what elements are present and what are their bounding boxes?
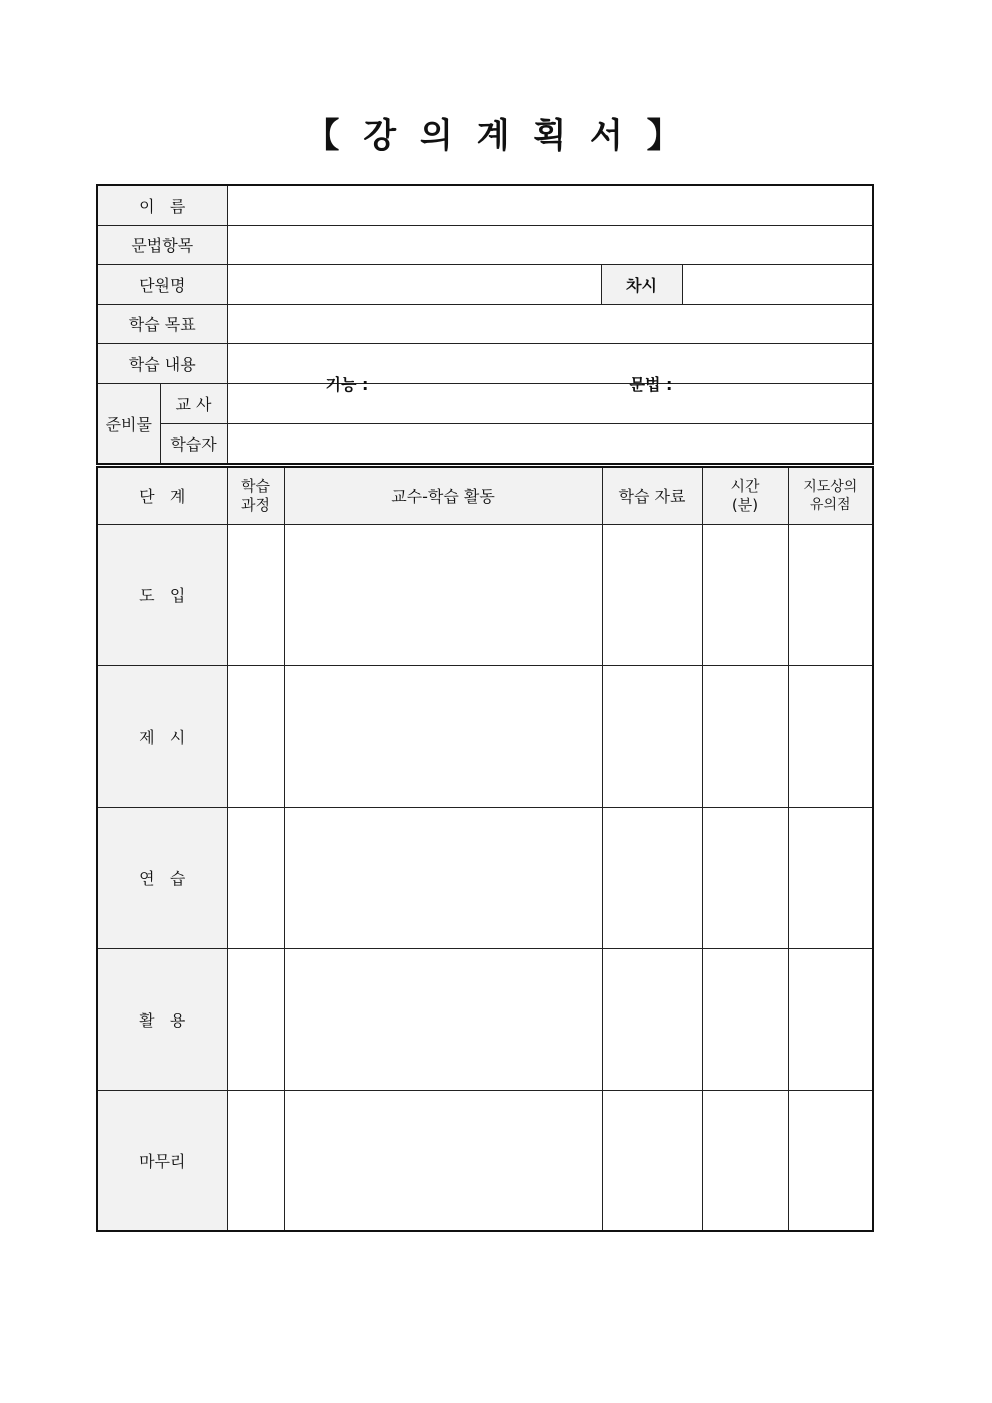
time-cell[interactable] <box>702 665 788 807</box>
materials-cell[interactable] <box>602 807 702 948</box>
session-field[interactable] <box>682 264 873 304</box>
time-header: 시간 (분) <box>702 467 788 524</box>
materials-cell[interactable] <box>602 1090 702 1231</box>
learner-label: 학습자 <box>160 423 227 464</box>
stage-row <box>97 948 873 1090</box>
stage-label: 활 용 <box>97 948 227 1090</box>
activity-cell[interactable] <box>284 524 602 665</box>
name-field[interactable] <box>227 185 873 225</box>
stage-label: 마무리 <box>97 1090 227 1231</box>
process-cell[interactable] <box>227 1090 284 1231</box>
stage-row <box>97 807 873 948</box>
notes-cell[interactable] <box>788 1090 873 1231</box>
process-header: 학습 과정 <box>227 467 284 524</box>
activity-cell[interactable] <box>284 948 602 1090</box>
unit-name-field[interactable] <box>227 264 601 304</box>
time-cell[interactable] <box>702 1090 788 1231</box>
activity-header: 교수-학습 활동 <box>284 467 602 524</box>
grammar-item-field[interactable] <box>227 225 873 264</box>
time-cell[interactable] <box>702 807 788 948</box>
process-cell[interactable] <box>227 807 284 948</box>
notes-cell[interactable] <box>788 524 873 665</box>
activity-cell[interactable] <box>284 1090 602 1231</box>
stage-row <box>97 665 873 807</box>
notes-cell[interactable] <box>788 665 873 807</box>
process-cell[interactable] <box>227 524 284 665</box>
teacher-label: 교 사 <box>160 383 227 423</box>
activity-cell[interactable] <box>284 665 602 807</box>
grammar-label: 문법 : <box>629 375 673 394</box>
session-label: 차시 <box>601 264 682 304</box>
time-cell[interactable] <box>702 524 788 665</box>
skill-label: 기능 : <box>325 375 369 394</box>
stage-label: 제 시 <box>97 665 227 807</box>
materials-label: 준비물 <box>97 383 160 464</box>
activity-cell[interactable] <box>284 807 602 948</box>
stage-row <box>97 524 873 665</box>
unit-name-label: 단원명 <box>97 264 227 304</box>
stage-row <box>97 1090 873 1231</box>
process-cell[interactable] <box>227 665 284 807</box>
notes-cell[interactable] <box>788 948 873 1090</box>
info-table <box>96 184 874 465</box>
materials-cell[interactable] <box>602 524 702 665</box>
grammar-item-label: 문법항목 <box>97 225 227 264</box>
name-label: 이 름 <box>97 185 227 225</box>
lesson-plan-table <box>96 466 874 1232</box>
materials-cell[interactable] <box>602 948 702 1090</box>
process-cell[interactable] <box>227 948 284 1090</box>
materials-header: 학습 자료 <box>602 467 702 524</box>
learning-content-label: 학습 내용 <box>97 343 227 383</box>
learning-goal-field[interactable] <box>227 304 873 343</box>
learning-goal-label: 학습 목표 <box>97 304 227 343</box>
notes-header: 지도상의 유의점 <box>788 467 873 524</box>
teacher-materials-field[interactable] <box>227 383 873 423</box>
stage-header: 단 계 <box>97 467 227 524</box>
stage-label: 도 입 <box>97 524 227 665</box>
document-title: 【 강 의 계 획 서 】 <box>305 116 687 156</box>
notes-cell[interactable] <box>788 807 873 948</box>
materials-cell[interactable] <box>602 665 702 807</box>
learning-content-field[interactable] <box>227 343 873 394</box>
learner-materials-field[interactable] <box>227 423 873 464</box>
stage-label: 연 습 <box>97 807 227 948</box>
time-cell[interactable] <box>702 948 788 1090</box>
